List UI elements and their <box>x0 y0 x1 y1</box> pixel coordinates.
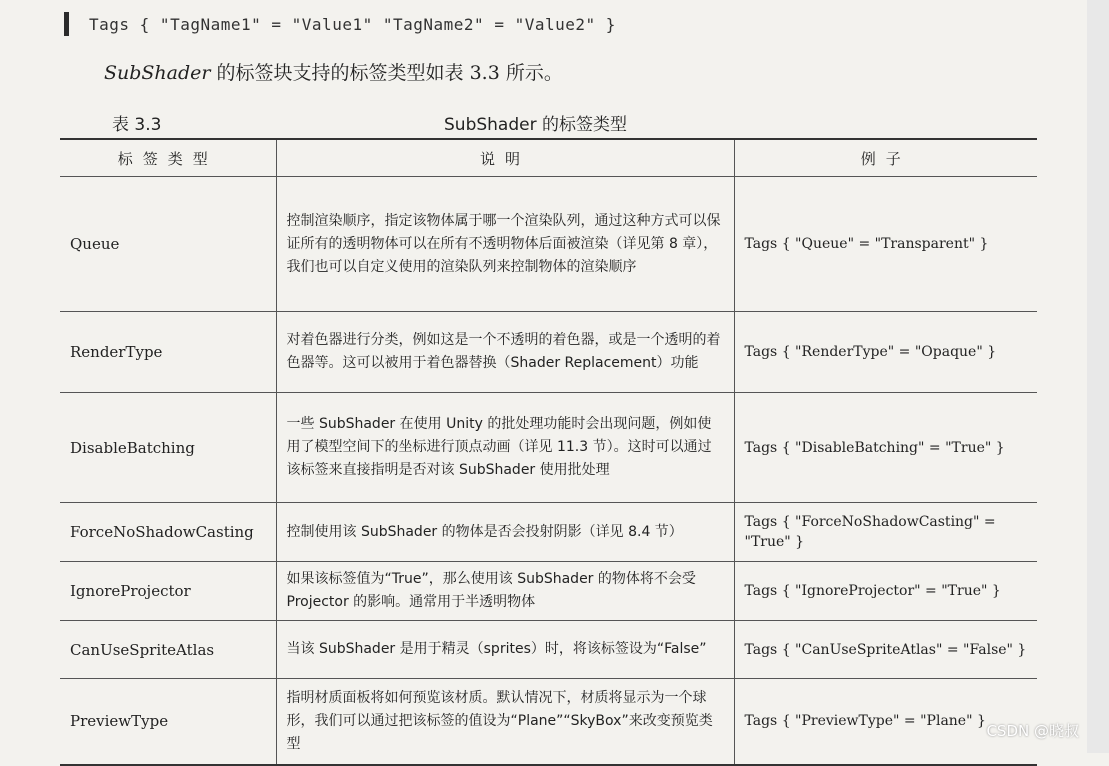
row-description: 控制使用该 SubShader 的物体是否会投射阴影（详见 8.4 节） <box>276 503 734 562</box>
row-tag: RenderType <box>60 312 276 393</box>
tags-table <box>60 138 1037 766</box>
row-description: 指明材质面板将如何预览该材质。默认情况下，材质将显示为一个球形，我们可以通过把该标签的值设为“Plane”“SkyBox”来改变预览类型 <box>276 679 734 765</box>
row-example: Tags { "IgnoreProjector" = "True" } <box>734 562 1037 621</box>
row-example: Tags { "CanUseSpriteAtlas" = "False" } <box>734 621 1037 679</box>
table-row <box>60 177 1037 312</box>
code-text: Tags { "TagName1" = "Value1" "TagName2" = "Value2" } <box>89 14 616 34</box>
intro-text: 的标签块支持的标签类型如表 3.3 所示。 <box>210 62 563 84</box>
intro-paragraph <box>104 58 563 85</box>
row-example: Tags { "DisableBatching" = "True" } <box>734 393 1037 503</box>
table-header-row <box>60 139 1037 177</box>
row-tag: IgnoreProjector <box>60 562 276 621</box>
header-tag-type: 标签类型 <box>60 139 276 177</box>
code-line <box>64 12 616 36</box>
csdn-watermark: CSDN @晓叔 <box>986 722 1079 740</box>
table-caption-title: SubShader 的标签类型 <box>444 115 627 135</box>
row-tag: Queue <box>60 177 276 312</box>
code-marker-bar <box>64 12 69 36</box>
row-example: Tags { "RenderType" = "Opaque" } <box>734 312 1037 393</box>
table-caption-label: 表 3.3 <box>112 115 162 135</box>
row-description: 控制渲染顺序，指定该物体属于哪一个渲染队列，通过这种方式可以保证所有的透明物体可以在所有不透明物体后面被渲染（详见第 8 章），我们也可以自定义使用的渲染队列来控制物体的渲染顺序 <box>276 177 734 312</box>
row-example: Tags { "Queue" = "Transparent" } <box>734 177 1037 312</box>
intro-italic: SubShader <box>104 62 211 84</box>
row-description: 对着色器进行分类，例如这是一个不透明的着色器，或是一个透明的着色器等。这可以被用于着色器替换（Shader Replacement）功能 <box>276 312 734 393</box>
header-description: 说明 <box>276 139 734 177</box>
table-row <box>60 621 1037 679</box>
right-margin-strip <box>1087 0 1109 753</box>
row-tag: PreviewType <box>60 679 276 765</box>
row-tag: ForceNoShadowCasting <box>60 503 276 562</box>
table-row <box>60 562 1037 621</box>
row-description: 一些 SubShader 在使用 Unity 的批处理功能时会出现问题，例如使用了模型空间下的坐标进行顶点动画（详见 11.3 节）。这时可以通过该标签来直接指明是否对该 SubShader 使用批处理 <box>276 393 734 503</box>
row-tag: CanUseSpriteAtlas <box>60 621 276 679</box>
row-description: 当该 SubShader 是用于精灵（sprites）时，将该标签设为“False” <box>276 621 734 679</box>
row-description: 如果该标签值为“True”，那么使用该 SubShader 的物体将不会受 Projector 的影响。通常用于半透明物体 <box>276 562 734 621</box>
table-row <box>60 393 1037 503</box>
table-row <box>60 679 1037 765</box>
table-row <box>60 503 1037 562</box>
header-example: 例子 <box>734 139 1037 177</box>
row-tag: DisableBatching <box>60 393 276 503</box>
row-example: Tags { "PreviewType" = "Plane" } <box>734 679 1037 765</box>
row-example: Tags { "ForceNoShadowCasting" = "True" } <box>734 503 1037 562</box>
table-row <box>60 312 1037 393</box>
